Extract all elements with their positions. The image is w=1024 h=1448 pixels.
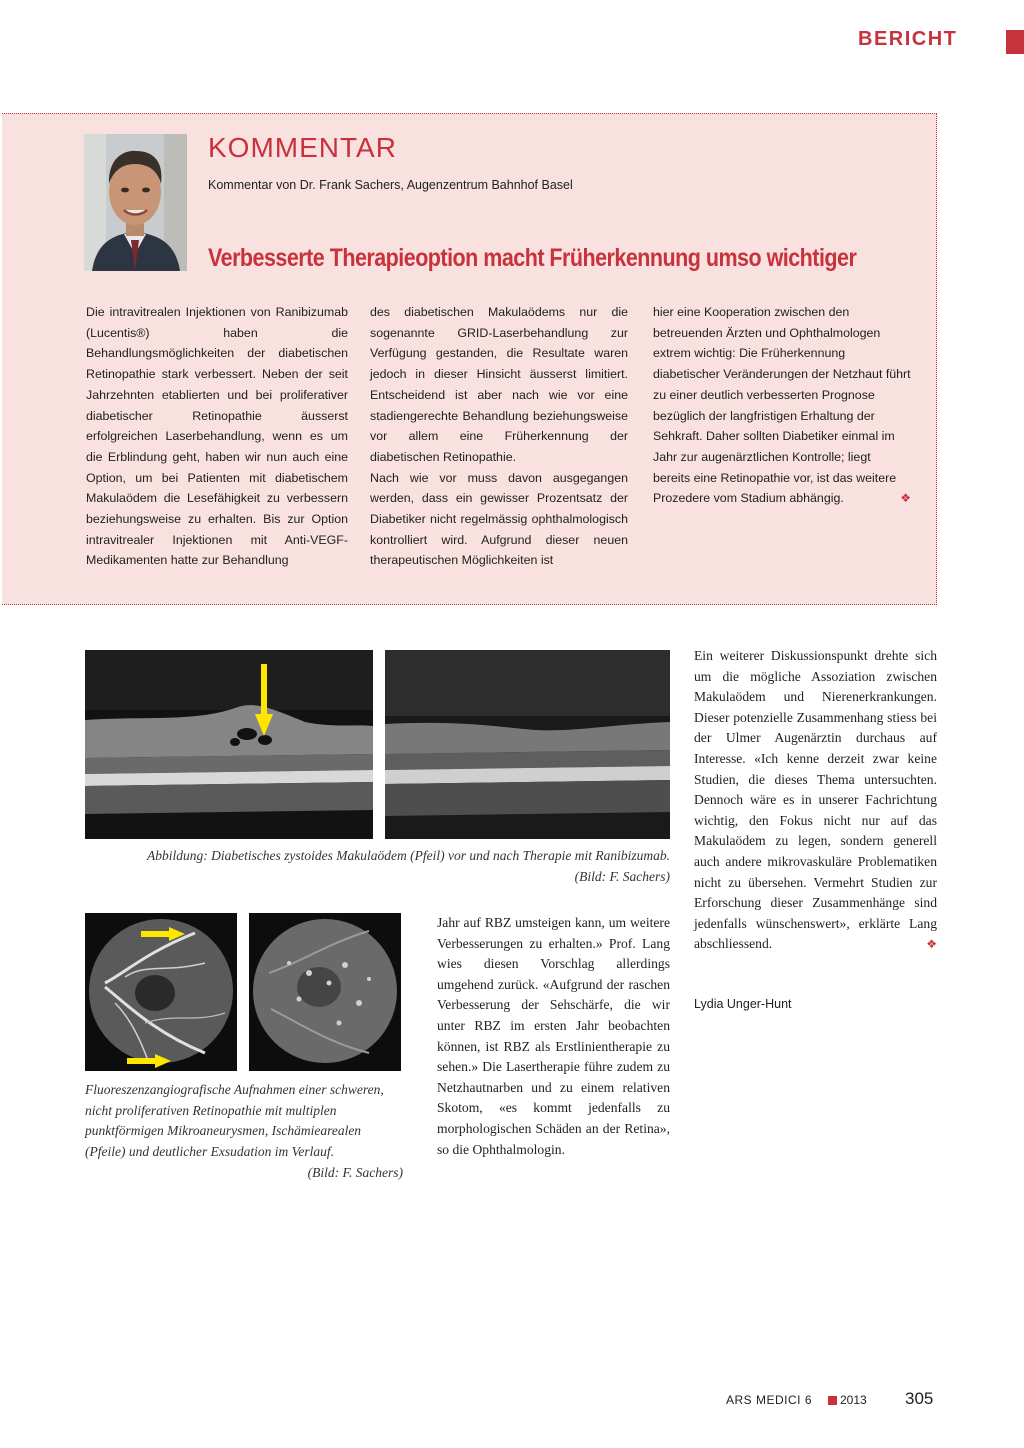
figure1-caption-text: Abbildung: Diabetisches zystoides Makulaödem (Pfeil) vor und nach Therapie mit Ranibizumab. [146, 848, 670, 863]
section-label: BERICHT [858, 28, 958, 50]
article-middle-column [437, 913, 670, 1160]
angiography-image-2 [249, 913, 401, 1071]
article-paragraph [694, 646, 937, 955]
section-color-tab [1006, 30, 1024, 54]
arrow-down-icon [255, 664, 273, 736]
comment-column-2 [370, 302, 628, 571]
figure2-caption-text: Fluoreszenzangiografische Aufnahmen einer schweren, nicht proliferativen Retinopathie mit multiplen punktförmigen Mikroaneurysmen, Ischämiearealen (Pfeile) und deutlicher Exsudation im Verlauf. [85, 1082, 384, 1160]
article-paragraph: Jahr auf RBZ umsteigen kann, um weitere Verbesserungen zu erhalten.» Prof. Lang wies diesen Vorschlag allerdings umgehend zurück. «Aufgrund der raschen Verbesserung der Sehschärfe, die wir unter RBZ im ersten Jahr beobachten können, ist RBZ als Erstlinientherapie zu sehen.» Die Lasertherapie führe zudem zu Netzhautnarben und zu einem relativen Skotom, «es kommt jedenfalls zu morphologischen Schäden an der Retina», so die Ophthalmologin. [437, 915, 670, 1157]
arrow-right-icon [127, 1054, 171, 1068]
comment-paragraph [653, 302, 911, 509]
article-text: Ein weiterer Diskussionspunkt drehte sich um die mögliche Assoziation zwischen Makulaödem und Nierenerkrankungen. Dieser potenzielle Zusammenhang stiess bei der Ulmer Augenärztin durchaus auf Interesse. «Ich kenne derzeit zwar keine Studien, die dieses Thema untersuchten. Dennoch wäre es in unserer Fachrichtung wichtig, den Fokus nicht nur auf das Makulaödem zu legen, sondern generell auch andere mikrovaskuläre Problematiken nicht zu übersehen. Vermehrt Studien zur Erforschung dieser Zusammenhänge sind jedenfalls wünschenswert», erklärte Lang abschliessend. [694, 648, 937, 952]
end-mark-icon: ❖ [900, 491, 911, 506]
page-number: 305 [905, 1389, 934, 1408]
figure1-credit: (Bild: F. Sachers) [574, 868, 670, 884]
comment-column-3 [653, 302, 911, 509]
end-mark-icon: ❖ [926, 937, 937, 952]
figure1-caption [85, 846, 670, 887]
author-portrait [84, 134, 187, 271]
figure2-credit: (Bild: F. Sachers) [307, 1164, 403, 1180]
oct-scan-before [85, 650, 373, 839]
comment-column-1 [86, 302, 348, 571]
angiography-image-1 [85, 913, 237, 1071]
figure2-caption [85, 1080, 403, 1184]
comment-headline: Verbesserte Therapieoption macht Früherkennung umso wichtiger [208, 244, 857, 272]
comment-byline: Kommentar von Dr. Frank Sachers, Augenzentrum Bahnhof Basel [208, 178, 573, 192]
arrow-right-icon [141, 927, 185, 941]
comment-paragraph: Nach wie vor muss davon ausgegangen werden, dass ein gewisser Prozentsatz der Diabetiker nicht regelmässig ophthalmologisch kontrolliert wird. Aufgrund dieser neuen therapeutischen Möglichkeiten ist [370, 470, 628, 568]
oct-scan-after [385, 650, 670, 839]
footer-year: 2013 [840, 1393, 867, 1407]
comment-text: hier eine Kooperation zwischen den betreuenden Ärzten und Ophthalmologen extrem wichtig: Die Früherkennung diabetischer Veränderungen der Netzhaut führt zu einer deutlich verbesserten Prognose bezüglich der langfristigen Erhaltung der Sehkraft. Daher sollten Diabetiker einmal im Jahr zur augenärztlichen Kontrolle; liegt bereits eine Retinopathie vor, ist das weitere Prozedere vom Stadium abhängig. [653, 305, 911, 506]
comment-paragraph: Die intravitrealen Injektionen von Ranibizumab (Lucentis®) haben die Behandlungsmöglichkeiten der diabetischen Retinopathie stark verbessert. Neben der seit Jahrzehnten etablierten und bei proliferativer diabetischer Retinopathie äusserst erfolgreichen Laserbehandlung, wenn es um die Erblindung geht, haben wir nun auch eine Option, um bei Patienten mit diabetischem Makulaödem die Lesefähigkeit zu verbessern beziehungsweise zu erhalten. Bis zur Option intravitrealer Injektionen mit Anti-VEGF-Medikamenten hatte zur Behandlung [86, 305, 348, 568]
article-author: Lydia Unger-Hunt [694, 997, 792, 1011]
comment-heading: KOMMENTAR [208, 132, 397, 163]
footer-square-icon [828, 1396, 837, 1405]
article-right-column [694, 646, 937, 955]
comment-paragraph: des diabetischen Makulaödems nur die sogenannte GRID-Laserbehandlung zur Verfügung gestanden, die Resultate waren jedoch in dieser Hinsicht äusserst limitiert. Entscheidend ist aber nach wie vor eine stadiengerechte Behandlung beziehungsweise vor allem eine Früherkennung der diabetischen Retinopathie. [370, 305, 628, 464]
footer-journal: ARS MEDICI 6 [726, 1393, 813, 1407]
